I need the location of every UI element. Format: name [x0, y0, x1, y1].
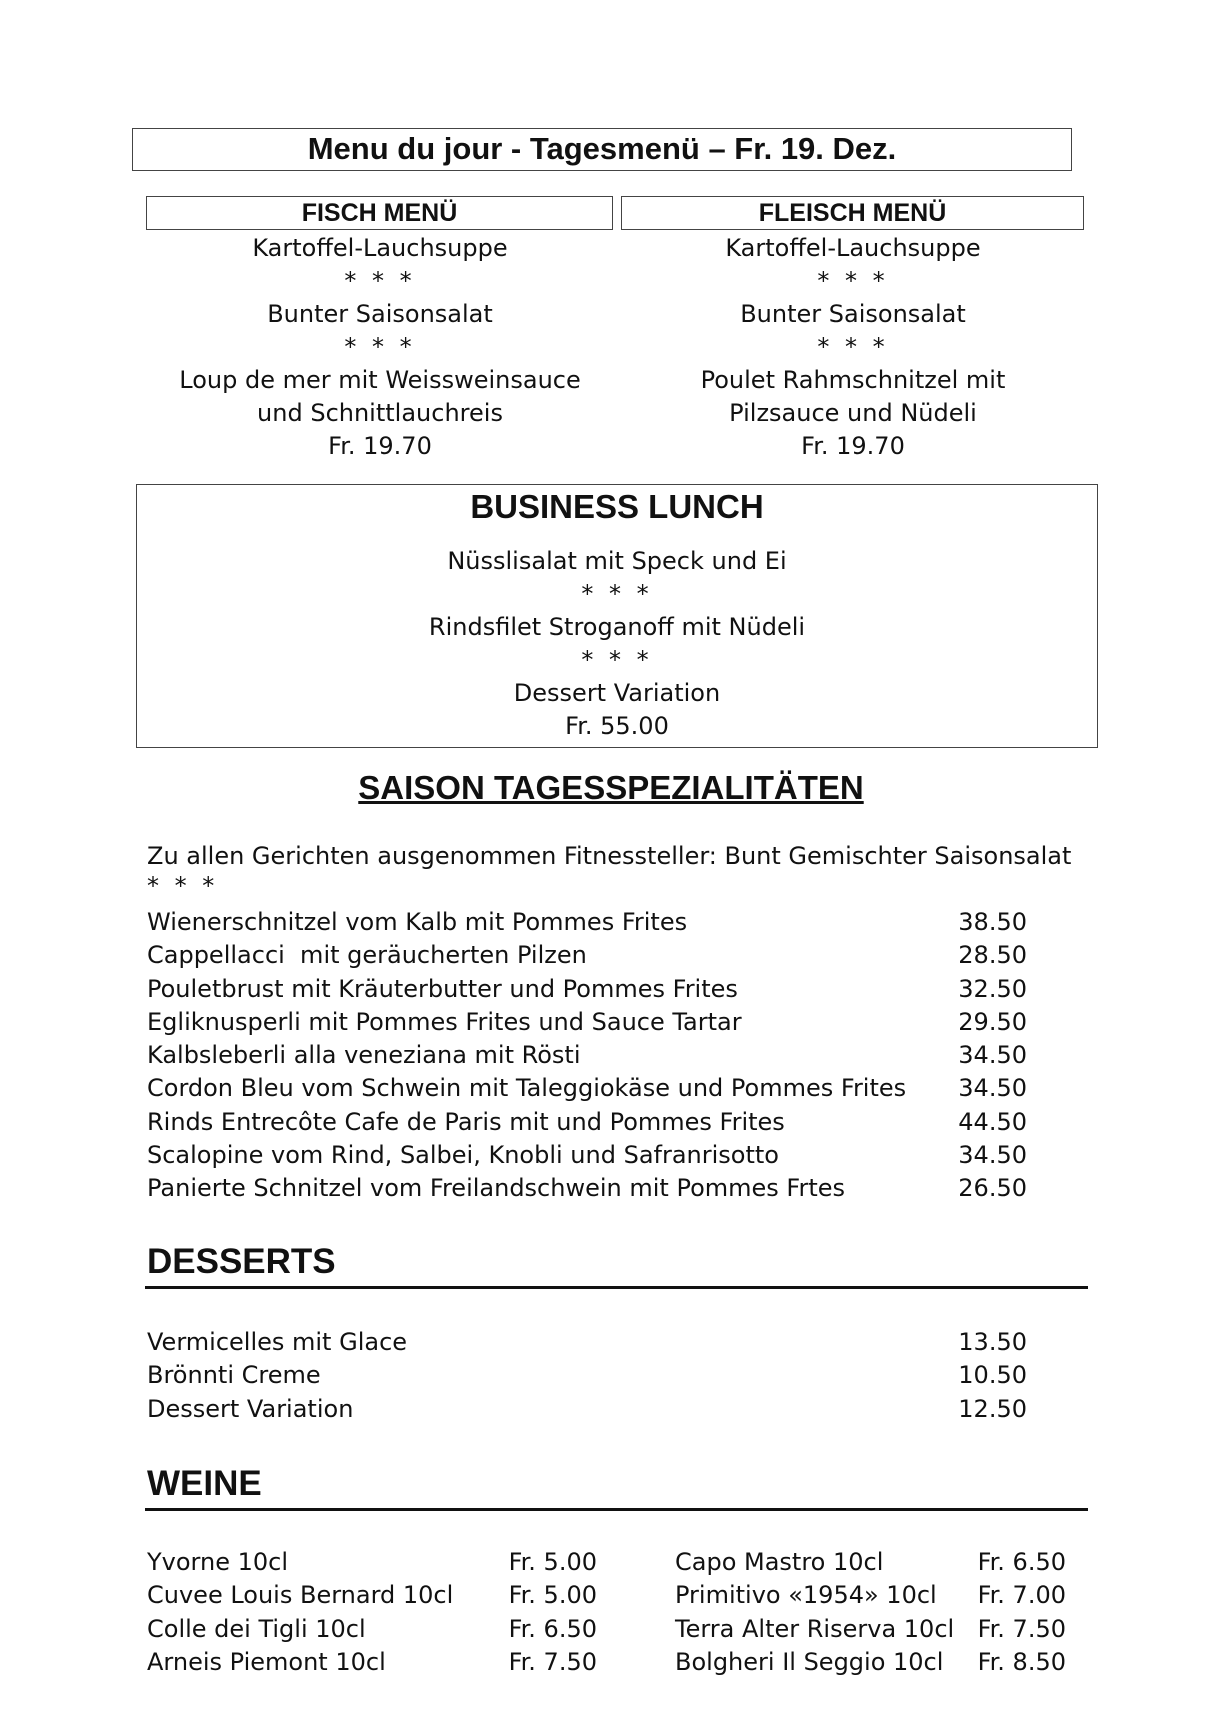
list-item: [147, 1646, 597, 1679]
business-separator-1: * * *: [581, 580, 653, 608]
wines-heading: WEINE: [147, 1464, 262, 1503]
fleisch-menu-heading: FLEISCH MENÜ: [621, 196, 1084, 230]
list-item: [147, 973, 1027, 1006]
wines-list-left: [147, 1546, 597, 1679]
fisch-main-line-2: und Schnittlauchreis: [257, 399, 503, 427]
wine-price: Fr. 5.00: [508, 1581, 597, 1610]
wine-price: Fr. 7.00: [978, 1579, 1066, 1612]
item-price: 38.50: [958, 908, 1027, 936]
item-price: 44.50: [958, 1107, 1027, 1136]
fleisch-main-line-2: Pilzsauce und Nüdeli: [729, 399, 977, 427]
wine-name: Capo Mastro 10cl: [675, 1548, 884, 1576]
item-name: Pouletbrust mit Kräuterbutter und Pommes Frites: [147, 974, 738, 1003]
list-item: [147, 1546, 597, 1579]
desserts-list: [147, 1326, 1027, 1426]
item-name: Wienerschnitzel vom Kalb mit Pommes Frites: [147, 908, 688, 936]
item-name: Dessert Variation: [147, 1394, 354, 1423]
fleisch-salad: Bunter Saisonsalat: [740, 300, 966, 328]
wine-price: Fr. 7.50: [508, 1647, 597, 1676]
wine-name: Arneis Piemont 10cl: [147, 1647, 386, 1676]
business-lunch-heading: BUSINESS LUNCH: [470, 488, 764, 525]
list-item: [147, 1393, 1027, 1426]
item-price: 34.50: [958, 1041, 1027, 1070]
item-name: Brönnti Creme: [147, 1361, 321, 1390]
fisch-separator-1: * * *: [344, 267, 416, 295]
list-item: [147, 1359, 1027, 1392]
business-separator-2: * * *: [581, 646, 653, 674]
wine-name: Yvorne 10cl: [147, 1548, 288, 1576]
item-price: 13.50: [958, 1328, 1027, 1356]
list-item: [147, 1006, 1027, 1039]
item-price: 26.50: [958, 1174, 1027, 1203]
list-item: [147, 1072, 1027, 1105]
wine-price: Fr. 8.50: [978, 1646, 1066, 1679]
specials-separator: * * *: [147, 872, 219, 900]
item-price: 34.50: [958, 1074, 1027, 1103]
specials-intro-text: Zu allen Gerichten ausgenommen Fitnessteller: Bunt Gemischter Saisonsalat: [147, 842, 1072, 870]
list-item: [147, 1106, 1027, 1139]
fleisch-separator-2: * * *: [817, 333, 889, 361]
fleisch-main-line-1: Poulet Rahmschnitzel mit: [700, 366, 1006, 394]
list-item: [675, 1613, 1066, 1646]
list-item: [147, 1039, 1027, 1072]
item-name: Cordon Bleu vom Schwein mit Taleggiokäse und Pommes Frites: [147, 1074, 907, 1103]
list-item: [675, 1546, 1066, 1579]
item-name: Vermicelles mit Glace: [147, 1328, 408, 1356]
desserts-heading: DESSERTS: [147, 1242, 336, 1281]
item-price: 28.50: [958, 941, 1027, 970]
fisch-menu-heading: FISCH MENÜ: [146, 196, 613, 230]
item-name: Egliknusperli mit Pommes Frites und Sauce Tartar: [147, 1007, 742, 1036]
wine-name: Terra Alter Riserva 10cl: [675, 1614, 955, 1643]
business-dessert: Dessert Variation: [513, 679, 721, 707]
specials-heading: SAISON TAGESSPEZIALITÄTEN: [358, 769, 864, 806]
wine-price: Fr. 5.00: [508, 1548, 597, 1576]
item-price: 34.50: [958, 1141, 1027, 1170]
wine-name: Colle dei Tigli 10cl: [147, 1614, 366, 1643]
item-price: 10.50: [958, 1361, 1027, 1390]
business-price: Fr. 55.00: [565, 712, 669, 740]
wine-name: Primitivo «1954» 10cl: [675, 1581, 937, 1610]
list-item: [147, 1139, 1027, 1172]
list-item: [147, 939, 1027, 972]
fleisch-soup: Kartoffel-Lauchsuppe: [725, 234, 981, 262]
business-starter: Nüsslisalat mit Speck und Ei: [447, 547, 787, 575]
wine-name: Cuvee Louis Bernard 10cl: [147, 1581, 454, 1610]
item-name: Kalbsleberli alla veneziana mit Rösti: [147, 1041, 581, 1070]
business-main: Rindsfilet Stroganoff mit Nüdeli: [428, 613, 806, 641]
desserts-divider: [145, 1286, 1088, 1289]
fisch-separator-2: * * *: [344, 333, 416, 361]
item-name: Panierte Schnitzel vom Freilandschwein mit Pommes Frtes: [147, 1174, 846, 1203]
fisch-price: Fr. 19.70: [328, 432, 432, 460]
wine-price: Fr. 6.50: [978, 1546, 1066, 1579]
list-item: [147, 1579, 597, 1612]
fleisch-separator-1: * * *: [817, 267, 889, 295]
fisch-main-line-1: Loup de mer mit Weissweinsauce: [179, 366, 581, 394]
specials-intro: [147, 840, 1071, 899]
wine-price: Fr. 7.50: [978, 1613, 1066, 1646]
list-item: [675, 1579, 1066, 1612]
wines-divider: [145, 1508, 1088, 1511]
list-item: [147, 906, 1027, 939]
item-price: 12.50: [958, 1394, 1027, 1423]
item-name: Rinds Entrecôte Cafe de Paris mit und Pommes Frites: [147, 1107, 785, 1136]
business-lunch-box: [136, 484, 1098, 748]
list-item: [147, 1172, 1027, 1205]
fisch-soup: Kartoffel-Lauchsuppe: [252, 234, 508, 262]
fisch-menu: [145, 232, 615, 463]
list-item: [675, 1646, 1066, 1679]
item-name: Scalopine vom Rind, Salbei, Knobli und Safranrisotto: [147, 1141, 779, 1170]
wines-list-right: [675, 1546, 1066, 1679]
item-price: 32.50: [958, 974, 1027, 1003]
wine-name: Bolgheri Il Seggio 10cl: [675, 1647, 944, 1676]
wine-price: Fr. 6.50: [508, 1614, 597, 1643]
specials-list: [147, 906, 1027, 1206]
item-price: 29.50: [958, 1007, 1027, 1036]
fleisch-menu: [618, 232, 1088, 463]
item-name: Cappellacci mit geräucherten Pilzen: [147, 941, 587, 970]
list-item: [147, 1326, 1027, 1359]
menu-title: Menu du jour - Tagesmenü – Fr. 19. Dez.: [132, 128, 1072, 171]
fleisch-price: Fr. 19.70: [801, 432, 905, 460]
list-item: [147, 1613, 597, 1646]
fisch-salad: Bunter Saisonsalat: [267, 300, 493, 328]
